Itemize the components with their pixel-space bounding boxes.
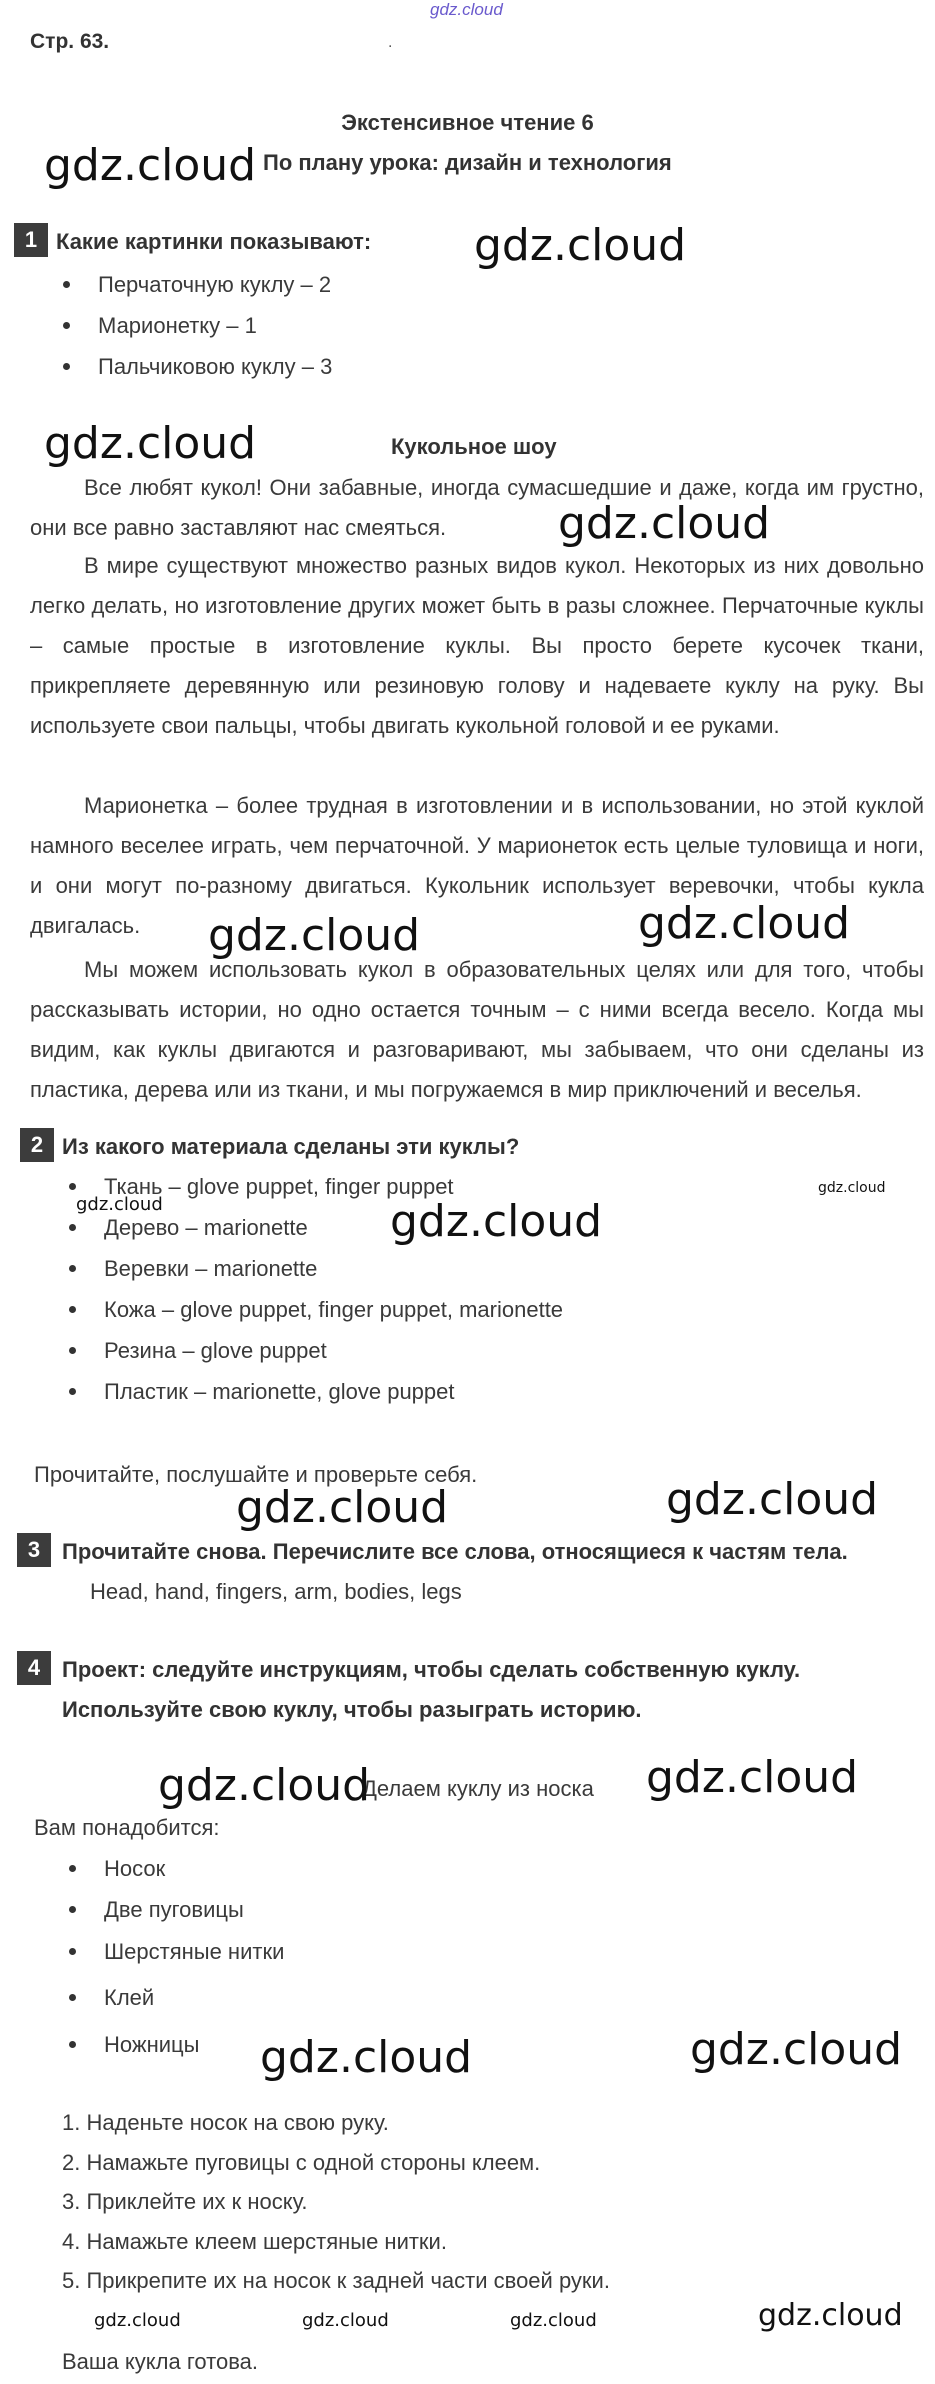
watermark: gdz.cloud	[474, 220, 687, 271]
material-item: Клей	[104, 1985, 154, 2011]
instruction-step: 5. Прикрепите их на носок к задней части своей руки.	[62, 2268, 610, 2293]
story-title: Кукольное шоу	[391, 434, 557, 459]
material-item: Шерстяные нитки	[104, 1939, 284, 1965]
watermark: gdz.cloud	[208, 910, 421, 961]
materials-label: Вам понадобится:	[34, 1815, 220, 1840]
task-1-question: Какие картинки показывают:	[56, 229, 372, 254]
material-item: Две пуговицы	[104, 1897, 244, 1923]
task-4-question-continued: Используйте свою куклу, чтобы разыграть историю.	[62, 1697, 642, 1722]
task-4-question: Проект: следуйте инструкциям, чтобы сделать собственную куклу.	[62, 1657, 801, 1682]
task-2-number: 2	[20, 1128, 54, 1162]
task-2-item: Кожа – glove puppet, finger puppet, marionette	[104, 1297, 563, 1323]
task-1-item: Марионетку – 1	[98, 313, 257, 339]
story-paragraph: Все любят кукол! Они забавные, иногда сумасшедшие и даже, когда им грустно, они все равно заставляют нас смеяться.	[30, 475, 924, 540]
header-dot: .	[388, 34, 393, 51]
task-2-item: Веревки – marionette	[104, 1256, 317, 1282]
task-2-item: Ткань – glove puppet, finger puppet	[104, 1174, 454, 1200]
task-3-number: 3	[17, 1533, 51, 1567]
watermark: gdz.cloud	[690, 2024, 903, 2075]
story-paragraph: Мы можем использовать кукол в образовательных целях или для того, чтобы рассказывать истории, но одно остается точным – с ними всегда весело. Когда мы видим, как куклы двигаются и разговаривают, мы забываем, что они сделаны из пластика, дерева или из ткани, и мы погружаемся в мир приключений и веселья.	[30, 957, 924, 1102]
watermark: gdz.cloud	[510, 2310, 597, 2331]
lesson-subtitle: По плану урока: дизайн и технология	[263, 150, 672, 175]
watermark: gdz.cloud	[758, 2298, 903, 2333]
watermark: gdz.cloud	[390, 1196, 603, 1247]
story-paragraph: В мире существуют множество разных видов кукол. Некоторых из них довольно легко делать, но изготовление других может быть в разы сложнее. Перчаточные куклы – самые простые в изготовление куклы. Вы просто берете кусочек ткани, прикрепляете деревянную или резиновую голову и надеваете куклу на руку. Вы используете свои пальцы, чтобы двигать кукольной головой и ее руками.	[30, 553, 924, 738]
watermark: gdz.cloud	[158, 1760, 371, 1811]
instruction-step: 1. Наденьте носок на свою руку.	[62, 2110, 389, 2135]
header-site-watermark: gdz.cloud	[430, 0, 503, 19]
watermark: gdz.cloud	[638, 898, 851, 949]
watermark: gdz.cloud	[558, 498, 771, 549]
task-2-item: Резина – glove puppet	[104, 1338, 327, 1364]
read-check-note: Прочитайте, послушайте и проверьте себя.	[34, 1462, 478, 1487]
task-3-answer: Head, hand, fingers, arm, bodies, legs	[90, 1579, 462, 1604]
instruction-step: 3. Приклейте их к носку.	[62, 2189, 308, 2214]
story-paragraph: Марионетка – более трудная в изготовлении и в использовании, но этой куклой намного веселее играть, чем перчаточной. У марионеток есть целые туловища и ноги, и они могут по-разному двигаться. Кукольник использует веревочки, чтобы кукла двигалась.	[30, 793, 924, 938]
task-4-number: 4	[17, 1651, 51, 1685]
task-1-item: Пальчиковою куклу – 3	[98, 354, 332, 380]
task-2-item: Пластик – marionette, glove puppet	[104, 1379, 455, 1405]
watermark: gdz.cloud	[44, 418, 257, 469]
page-number: Стр. 63.	[30, 30, 110, 53]
instruction-step: 4. Намажьте клеем шерстяные нитки.	[62, 2229, 447, 2254]
watermark: gdz.cloud	[646, 1752, 859, 1803]
lesson-title: Экстенсивное чтение 6	[341, 110, 594, 135]
material-item: Ножницы	[104, 2032, 199, 2058]
watermark: gdz.cloud	[666, 1474, 879, 1525]
watermark: gdz.cloud	[44, 140, 257, 191]
watermark: gdz.cloud	[818, 1180, 886, 1196]
task-2-question: Из какого материала сделаны эти куклы?	[62, 1134, 520, 1159]
task-1-item: Перчаточную куклу – 2	[98, 272, 331, 298]
task-3-question: Прочитайте снова. Перечислите все слова, относящиеся к частям тела.	[62, 1539, 848, 1564]
watermark: gdz.cloud	[76, 1194, 163, 1215]
watermark: gdz.cloud	[260, 2032, 473, 2083]
task-1-number: 1	[14, 223, 48, 257]
material-item: Носок	[104, 1856, 165, 1882]
watermark: gdz.cloud	[302, 2310, 389, 2331]
task-2-item: Дерево – marionette	[104, 1215, 308, 1241]
watermark: gdz.cloud	[236, 1482, 449, 1533]
final-note: Ваша кукла готова.	[62, 2349, 258, 2374]
instruction-step: 2. Намажьте пуговицы с одной стороны клеем.	[62, 2150, 541, 2175]
project-subtitle: Делаем куклу из носка	[362, 1776, 594, 1801]
watermark: gdz.cloud	[94, 2310, 181, 2331]
